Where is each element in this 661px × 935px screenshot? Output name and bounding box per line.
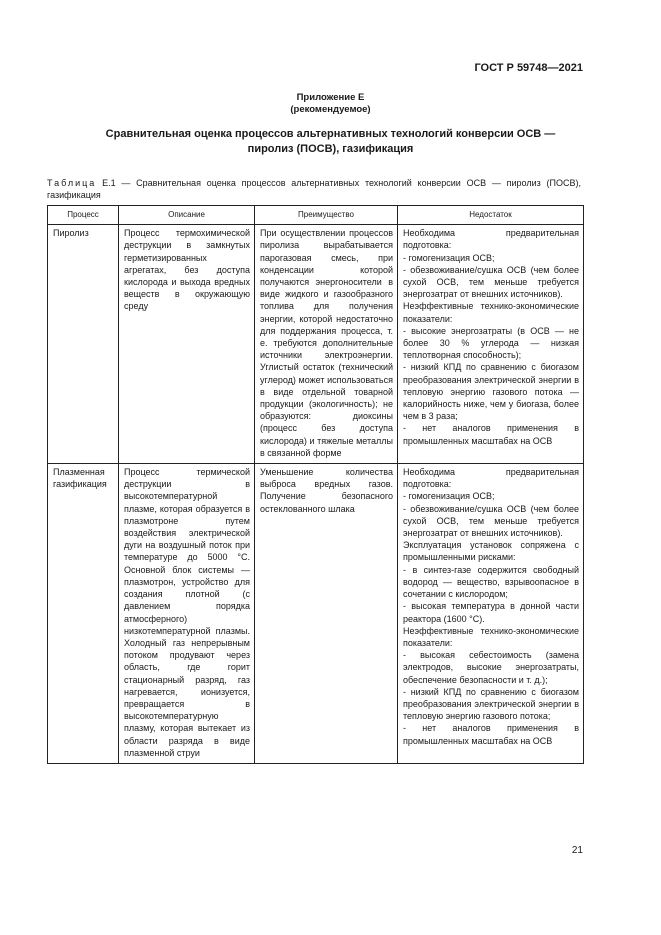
- document-title-line1: Сравнительная оценка процессов альтернативных технологий конверсии ОСВ —: [105, 128, 556, 140]
- disadvantage-line: - нет аналогов применения в промышленных масштабах на ОСВ: [403, 723, 579, 746]
- disadvantage-line: - гомогенизация ОСВ;: [403, 252, 495, 263]
- annex-type: (рекомендуемое): [290, 104, 371, 115]
- comparison-table: [47, 205, 584, 764]
- cell-description: Процесс термохимической деструкции в замкнутых герметизированных агрегатах, без доступа кислорода и выхода вредных веществ в окружающую среду: [119, 225, 255, 464]
- cell-advantage: При осуществлении процессов пиролиза вырабатывается парогазовая смесь, при конденсации которой получаются энергоносители в виде жидкого и газообразного топлива для получения энергии, которой недостаточно для поддержания процесса, т. е. требуются дополнительные источники электроэнергии. Углистый остаток (технический углерод) может использоваться в виде отдельной товарной продукции (экологичность); не образуются: диоксины (процесс без доступа кислорода) и тяжелые металлы в связанной форме: [255, 225, 398, 464]
- disadvantage-line: - обезвоживание/сушка ОСВ (чем более сухой ОСВ, тем меньше требуется энергозатрат от внешних источников).: [403, 264, 579, 300]
- cell-disadvantage: [398, 225, 584, 464]
- header-process: Процесс: [48, 206, 119, 225]
- header-disadvantage: Недостаток: [398, 206, 584, 225]
- disadvantage-line: - высокая себестоимость (замена электродов, высокие энергозатраты, обеспечение безопасности и т. д.);: [403, 650, 579, 685]
- disadvantage-line: Необходима предварительная подготовка:: [403, 228, 579, 251]
- table-caption-text: Е.1 — Сравнительная оценка процессов альтернативных технологий конверсии ОСВ — пиролиз (ПОСВ), газификация: [47, 178, 581, 200]
- disadvantage-line: - низкий КПД по сравнению с биогазом преобразования электрической энергии в тепловую энергию газового потока;: [403, 686, 579, 722]
- disadvantage-line: - высокая температура в донной части реактора (1600 °С).: [403, 601, 579, 624]
- table-header-row: [48, 206, 584, 225]
- table-row: [48, 464, 584, 764]
- disadvantage-line: Неэффективные технико-экономические показатели:: [403, 625, 579, 648]
- cell-process: Плазменная газификация: [48, 464, 119, 764]
- annex-heading: [0, 92, 661, 116]
- header-advantage: Преимущество: [255, 206, 398, 225]
- document-title-line2: пиролиз (ПОСВ), газификация: [247, 143, 414, 155]
- disadvantage-line: Эксплуатация установок сопряжена с промышленными рисками:: [403, 540, 579, 563]
- disadvantage-line: - нет аналогов применения в промышленных масштабах на ОСВ: [403, 423, 579, 446]
- annex-title: Приложение Е: [296, 92, 365, 103]
- disadvantage-line: - высокие энергозатраты (в ОСВ — не более 30 % углерода — низкая теплотворная способность);: [403, 325, 579, 361]
- table-row: [48, 225, 584, 464]
- standard-number: ГОСТ Р 59748—2021: [474, 62, 583, 74]
- disadvantage-line: Необходима предварительная подготовка:: [403, 467, 579, 490]
- disadvantage-line: - гомогенизация ОСВ;: [403, 491, 495, 502]
- cell-description: Процесс термической деструкции в высокотемпературной плазме, которая образуется в плазмотроне путем воздействия электрической дуги на воздушный поток при температуре до 5000 °С. Основной блок системы — плазмотрон, устройство для создания плотной (с давлением порядка атмосферного) низкотемпературной плазмы. Холодный газ непрерывным потоком продувают через область, где горит стационарный разряд, газ нагревается, ионизуется, превращается в высокотемпературную плазму, которая вытекает из области разряда в виде плазменной струи: [119, 464, 255, 764]
- page-number: 21: [571, 845, 583, 856]
- header-description: Описание: [119, 206, 255, 225]
- disadvantage-line: - низкий КПД по сравнению с биогазом преобразования электрической энергии в тепловую энергию газового потока — калорийность ниже, чем у биогаза, более чем в 3 раза;: [403, 362, 579, 422]
- disadvantage-line: Неэффективные технико-экономические показатели:: [403, 301, 579, 324]
- cell-advantage: Уменьшение количества выброса вредных газов. Получение безопасного остеклованного шлака: [255, 464, 398, 764]
- cell-process: Пиролиз: [48, 225, 119, 464]
- table-caption-label: Таблица: [47, 178, 97, 188]
- table-caption: [47, 177, 581, 201]
- cell-disadvantage: [398, 464, 584, 764]
- disadvantage-line: - обезвоживание/сушка ОСВ (чем более сухой ОСВ, тем меньше требуется энергозатрат от внешних источников).: [403, 503, 579, 539]
- disadvantage-line: - в синтез-газе содержится свободный водород — вещество, взрывоопасное в сочетании с кислородом;: [403, 564, 579, 600]
- document-title: [60, 127, 601, 157]
